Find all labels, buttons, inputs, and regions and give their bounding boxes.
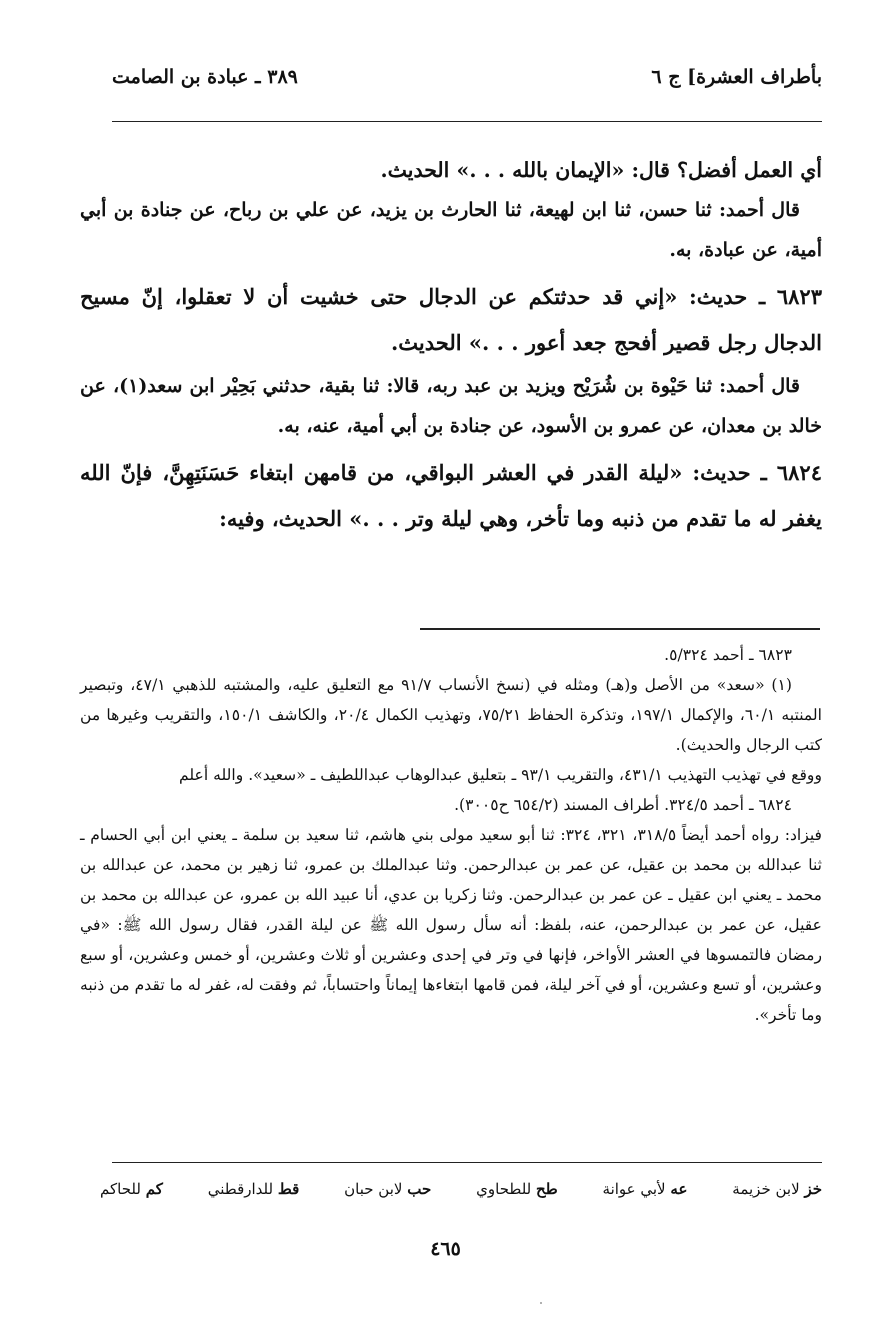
isnad-paragraph: قال أحمد: ثنا حسن، ثنا ابن لهيعة، ثنا الحارث بن يزيد، عن علي بن رباح، عن جنادة بن أبي أمية، عن عبادة، به. <box>80 199 822 261</box>
hadith-continuation: أي العمل أفضل؟ قال: «الإيمان بالله . . .» الحديث. <box>380 158 822 182</box>
footnote-6824-addition: فيزاد: رواه أحمد أيضاً ٣١٨/٥، ٣٢١، ٣٢٤: ثنا أبو سعيد مولى بني هاشم، ثنا سعيد بن سلمة ـ يعني ابن أبي الحسام ـ ثنا عبدالله بن محمد بن عقيل، عن عمر بن عبدالرحمن. وثنا عبدالملك بن عمرو، ثنا زهير بن محمد، عن عبدالله بن محمد ـ يعني ابن عقيل ـ عن عمر بن عبدالرحمن. وثنا زكريا بن عدي، أنا عبيد الله بن عمرو، عن عبدالله بن محمد بن عقيل، عن عمر بن عبدالرحمن، عنه، بلفظ: أنه سأل رسول الله ﷺ عن ليلة القدر، فقال رسول الله ﷺ: «في رمضان فالتمسوها في العشر الأواخر، فإنها في وتر في إحدى وعشرين أو ثلاث وعشرين، أو خمس وعشرين، أو سبع وعشرين، أو تسع وعشرين، أو في آخر ليلة، فمن قامها ابتغاءها إيماناً واحتساباً، ثم وفقت له، غفر له ما تقدم من ذنبه وما تأخر». <box>80 826 822 1024</box>
footnote-1-continued: ووقع في تهذيب التهذيب ٤٣١/١، والتقريب ٩٣/١ ـ بتعليق عبدالوهاب عبداللطيف ـ «سعيد». والله أعلم <box>179 766 822 784</box>
footnote-6823: ٦٨٢٣ ـ أحمد ٥/٣٢٤. <box>664 646 792 664</box>
footnote-1: (١) «سعد» من الأصل و(هـ) ومثله في (نسخ الأنساب ٩١/٧ مع التعليق عليه، والمشتبه للذهبي ٤٧/١، وتبصير المنتبه ٦٠/١، والإكمال ١٩٧/١، وتذكرة الحفاظ ٧٥/٢١، وتهذيب الكمال ٢٠/٤، والكاشف ١٥٠/١، والتقريب وغيرها من كتب الرجال والحديث). <box>80 676 822 754</box>
footnotes <box>80 640 822 1030</box>
main-text <box>80 150 822 542</box>
hadith-6824: ٦٨٢٤ ـ حديث: «ليلة القدر في العشر البواقي، من قامهن ابتغاء حَسَنَتِهِنَّ، فإنّ الله يغفر له ما تقدم من ذنبه وما تأخر، وهي ليلة وتر . . .» الحديث، وفيه: <box>80 460 822 531</box>
page-number: ٤٦٥ <box>430 1238 461 1260</box>
footnote-6824: ٦٨٢٤ ـ أحمد ٣٢٤/٥. أطراف المسند (٦٥٤/٢ ح٣٠٠٥). <box>454 796 792 814</box>
abbreviation-item: قط للدارقطني <box>207 1180 300 1198</box>
abbreviation-item: طح للطحاوي <box>476 1180 558 1198</box>
abbreviation-item: عه لأبي عوانة <box>602 1180 688 1198</box>
running-header <box>112 66 822 106</box>
header-divider <box>112 121 822 122</box>
abbreviations-divider <box>112 1162 822 1163</box>
abbreviation-item: خز لابن خزيمة <box>732 1180 822 1198</box>
footnote-divider <box>420 628 820 630</box>
print-speck <box>540 1302 542 1304</box>
abbreviation-item: حب لابن حبان <box>344 1180 432 1198</box>
header-chapter-title: ٣٨٩ ـ عبادة بن الصامت <box>112 66 298 88</box>
abbreviation-key <box>100 1180 822 1198</box>
hadith-6823: ٦٨٢٣ ـ حديث: «إني قد حدثتكم عن الدجال حتى خشيت أن لا تعقلوا، إنّ مسيح الدجال رجل قصير أفحج جعد أعور . . .» الحديث. <box>80 284 822 355</box>
abbreviation-item: كم للحاكم <box>100 1180 163 1198</box>
header-book-title: بأطراف العشرة] ج ٦ <box>651 66 822 88</box>
isnad-paragraph: قال أحمد: ثنا حَيْوة بن شُرَيْح ويزيد بن عبد ربه، قالا: ثنا بقية، حدثني بَحِيْر ابن سعد(١)، عن خالد بن معدان، عن عمرو بن الأسود، عن جنادة بن أبي أمية، عنه، به. <box>80 375 822 437</box>
